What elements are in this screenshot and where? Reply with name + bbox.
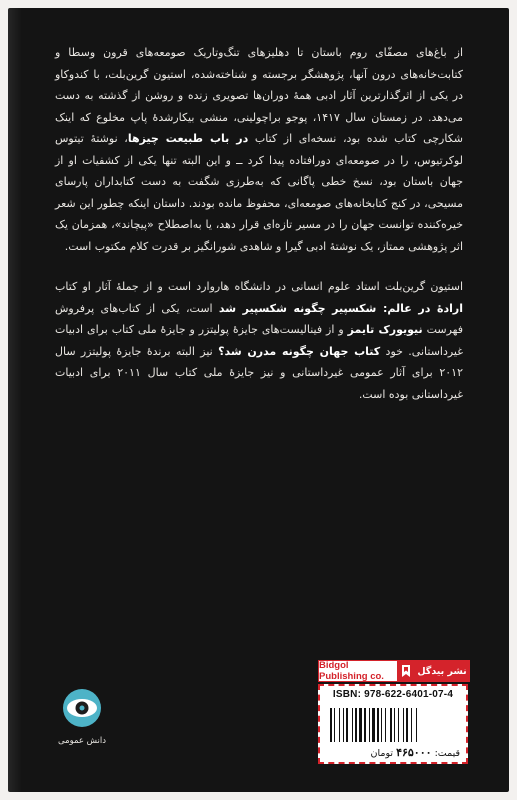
- book-title-emphasis: در باب طبیعت چیزها: [127, 132, 249, 145]
- barcode-box: [318, 684, 468, 764]
- eye-logo-icon: [62, 688, 102, 728]
- blurb-paragraph: [55, 42, 463, 257]
- spine-shadow: [8, 8, 22, 792]
- publisher-logo: [318, 660, 470, 682]
- book-title-emphasis: کتاب جهان چگونه مدرن شد؟: [218, 344, 381, 358]
- price-line: [326, 746, 460, 759]
- barcode-icon: [330, 708, 456, 742]
- price-value: ۴۶۵۰۰۰: [396, 747, 432, 759]
- book-title-emphasis: ارادهٔ در عالم: شکسپیر چگونه شکسپیر شد: [218, 301, 463, 315]
- blurb-text: ، نوشتهٔ تیتوس لوکرتیوس، را در صومعه‌ای دورافتاده پیدا کرد ــ و این البته تنها یکی از کشفیات او از جهان باستان بود، نسخ خطی پاگانی که به‌طرزی شگفت به دست کتابداران پارسای مسیحی، در کنج کتابخانه‌های صومعه‌ای، محفوظ مانده بودند. داستان اینکه چطور این شعر خیره‌کننده توانست جهان را در مسیر تازه‌ای قرار دهد، یا به‌اصطلاح «پیچاند»، همزمان یک اثر پژوهشی ممتاز، یک نوشتهٔ ادبی گیرا و شاهدی شورانگیز بر قدرت کلام مکتوب است.: [55, 132, 463, 253]
- author-bio-paragraph: [55, 276, 463, 405]
- bio-text: نیز البته برندهٔ جایزهٔ پولیتزر سال ۲۰۱۲ برای آثار عمومی غیرداستانی و نیز جایزهٔ ملی کتاب سال ۲۰۱۱ برای ادبیات غیرداستانی بوده است.: [55, 344, 463, 401]
- isbn-text: ISBN: 978-622-6401-07-4: [332, 689, 454, 700]
- price-unit: تومان: [370, 748, 394, 759]
- publisher-name-en: Bidgol Publishing co.: [319, 661, 397, 681]
- bidgol-mark-icon: [397, 661, 415, 681]
- price-label: قیمت:: [434, 748, 460, 759]
- series-label: دانش عمومی: [57, 736, 107, 746]
- blurb-text: از باغ‌های مصفّای روم باستان تا دهلیزهای تنگ‌وتاریک صومعه‌های قرون وسطا و کتابت‌خانه‌های درون آنها، پژوهشگر برجسته و شناخته‌شده، استیون گرین‌بلت، با کندوکاو در یکی از اثرگذارترین آثار ادبی همهٔ دوران‌ها تصویری زنده و روشن از گذشته به دست می‌دهد. در زمستان سال ۱۴۱۷، پوجو براچولینی، منشی بیکارشدهٔ پاپ مخلوع که اینک شکارچی کتاب شده بود، نسخه‌ای از کتاب: [55, 46, 463, 145]
- bio-text: است، یکی از کتاب‌های پرفروش فهرست: [55, 301, 464, 336]
- bio-text: و از فینالیست‌های جایزهٔ پولیتزر و جایزهٔ ملی کتاب برای ادبیات غیرداستانی. خود: [55, 323, 464, 358]
- book-back-cover: [8, 8, 509, 792]
- bio-text: استیون گرین‌بلت استاد علوم انسانی در دانشگاه هاروارد است و از جملهٔ آثار او کتاب: [55, 280, 463, 293]
- newspaper-emphasis: نیویورک تایمز: [347, 323, 423, 336]
- publisher-name-fa: نشر بیدگل: [415, 661, 469, 681]
